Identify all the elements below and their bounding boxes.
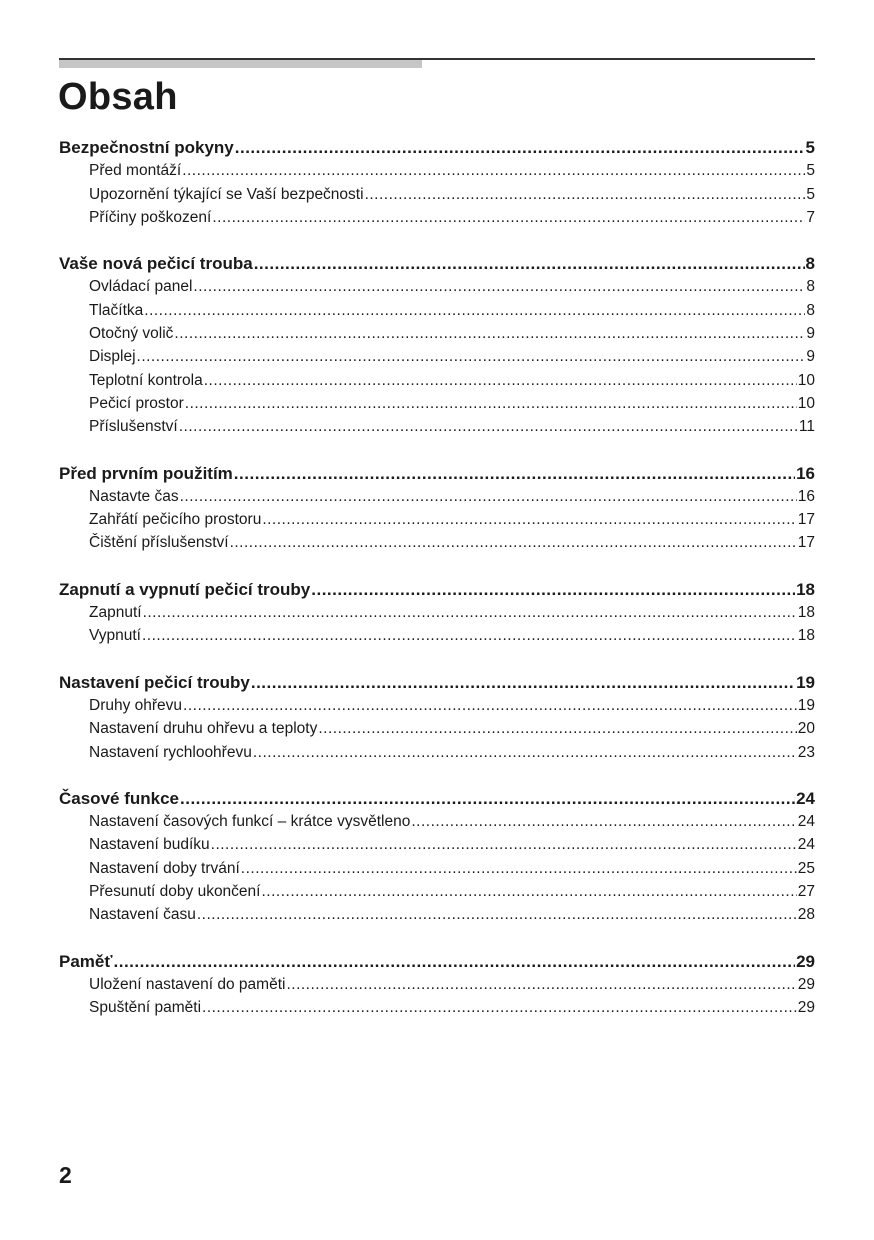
toc-subsection-entry[interactable] bbox=[59, 159, 815, 182]
dot-leader bbox=[261, 880, 796, 903]
toc-subsection-entry[interactable] bbox=[59, 508, 815, 531]
dot-leader bbox=[183, 694, 797, 717]
toc-subsection-entry[interactable] bbox=[59, 857, 815, 880]
dot-leader bbox=[114, 950, 796, 973]
toc-entry-title: Příslušenství bbox=[89, 418, 178, 436]
toc-subsection-entry[interactable] bbox=[59, 531, 815, 554]
toc-entry-title: Nastavte čas bbox=[89, 487, 179, 505]
dot-leader bbox=[262, 508, 796, 531]
toc-subsection-entry[interactable] bbox=[59, 369, 815, 392]
toc-entry-title: Nastavení budíku bbox=[89, 836, 210, 854]
toc-entry-title: Vaše nová pečicí trouba bbox=[59, 254, 253, 274]
dot-leader bbox=[230, 531, 797, 554]
dot-leader bbox=[318, 717, 796, 740]
toc-subsection-entry[interactable] bbox=[59, 996, 815, 1019]
dot-leader bbox=[180, 485, 797, 508]
toc-entry-title: Teplotní kontrola bbox=[89, 371, 203, 389]
toc-subsection-entry[interactable] bbox=[59, 624, 815, 647]
dot-leader bbox=[253, 741, 797, 764]
toc-subsection-entry[interactable] bbox=[59, 392, 815, 415]
dot-leader bbox=[180, 787, 795, 810]
toc-section bbox=[59, 950, 815, 1020]
toc-subsection-entry[interactable] bbox=[59, 880, 815, 903]
toc-entry-title: Pečicí prostor bbox=[89, 394, 184, 412]
toc-subsection-entry[interactable] bbox=[59, 741, 815, 764]
toc-entry-title: Nastavení pečicí trouby bbox=[59, 672, 250, 692]
toc-entry-title: Otočný volič bbox=[89, 325, 174, 343]
toc-subsection-entry[interactable] bbox=[59, 183, 815, 206]
dot-leader bbox=[197, 903, 797, 926]
toc-section bbox=[59, 671, 815, 764]
toc-entry-page: 10 bbox=[797, 394, 815, 412]
toc-entry-page: 5 bbox=[805, 138, 815, 157]
dot-leader bbox=[142, 624, 797, 647]
dot-leader bbox=[286, 973, 796, 996]
toc-subsection-entry[interactable] bbox=[59, 322, 815, 345]
toc-entry-page: 9 bbox=[806, 348, 815, 366]
toc-entry-page: 9 bbox=[806, 325, 815, 343]
toc-entry-title: Zapnutí a vypnutí pečicí trouby bbox=[59, 579, 311, 599]
dot-leader bbox=[202, 996, 797, 1019]
toc-entry-title: Nastavení časových funkcí – krátce vysvětleno bbox=[89, 813, 411, 831]
dot-leader bbox=[254, 252, 805, 275]
toc-entry-title: Vypnutí bbox=[89, 627, 141, 645]
toc-entry-title: Nastavení doby trvání bbox=[89, 859, 240, 877]
toc-entry-page: 19 bbox=[797, 696, 815, 714]
toc-entry-page: 16 bbox=[796, 463, 815, 483]
toc-subsection-entry[interactable] bbox=[59, 415, 815, 438]
toc-entry-page: 18 bbox=[797, 627, 815, 645]
toc-entry-title: Nastavení rychloohřevu bbox=[89, 743, 252, 761]
toc-entry-title: Časové funkce bbox=[59, 788, 179, 808]
dot-leader bbox=[411, 810, 796, 833]
toc-chapter-entry[interactable] bbox=[59, 671, 815, 694]
toc-entry-page: 17 bbox=[797, 534, 815, 552]
toc-entry-title: Bezpečnostní pokyny bbox=[59, 138, 234, 157]
toc-subsection-entry[interactable] bbox=[59, 275, 815, 298]
toc-entry-title: Přesunutí doby ukončení bbox=[89, 883, 261, 901]
toc-entry-page: 24 bbox=[797, 813, 815, 831]
toc-entry-page: 25 bbox=[797, 859, 815, 877]
dot-leader bbox=[234, 462, 795, 485]
page-number: 2 bbox=[59, 1162, 72, 1188]
toc-subsection-entry[interactable] bbox=[59, 973, 815, 996]
dot-leader bbox=[211, 833, 797, 856]
toc-entry-title: Před prvním použitím bbox=[59, 463, 233, 483]
toc-entry-page: 8 bbox=[805, 254, 815, 274]
toc-subsection-entry[interactable] bbox=[59, 206, 815, 229]
toc-subsection-entry[interactable] bbox=[59, 717, 815, 740]
toc-entry-page: 20 bbox=[797, 720, 815, 738]
toc-section bbox=[59, 252, 815, 438]
toc-entry-title: Příčiny poškození bbox=[89, 208, 212, 226]
toc-subsection-entry[interactable] bbox=[59, 694, 815, 717]
toc-section bbox=[59, 578, 815, 648]
toc-entry-title: Tlačítka bbox=[89, 301, 144, 319]
dot-leader bbox=[235, 136, 805, 159]
toc-entry-title: Displej bbox=[89, 348, 136, 366]
toc-entry-page: 18 bbox=[796, 579, 815, 599]
header-rule-bar bbox=[59, 60, 422, 68]
dot-leader bbox=[144, 299, 805, 322]
toc-entry-page: 27 bbox=[797, 883, 815, 901]
toc-entry-page: 10 bbox=[797, 371, 815, 389]
toc-entry-title: Nastavení času bbox=[89, 906, 196, 924]
toc-entry-page: 8 bbox=[806, 301, 815, 319]
dot-leader bbox=[174, 322, 805, 345]
toc-entry-page: 29 bbox=[797, 999, 815, 1017]
dot-leader bbox=[182, 159, 805, 182]
toc-entry-title: Zahřátí pečicího prostoru bbox=[89, 511, 262, 529]
dot-leader bbox=[251, 671, 795, 694]
dot-leader bbox=[212, 206, 805, 229]
toc-entry-page: 28 bbox=[797, 906, 815, 924]
toc-entry-title: Uložení nastavení do paměti bbox=[89, 975, 286, 993]
toc-entry-title: Paměť bbox=[59, 951, 113, 971]
toc-chapter-entry[interactable] bbox=[59, 252, 815, 275]
toc-subsection-entry[interactable] bbox=[59, 833, 815, 856]
toc-section bbox=[59, 462, 815, 555]
toc-entry-title: Čištění příslušenství bbox=[89, 534, 229, 552]
toc-subsection-entry[interactable] bbox=[59, 299, 815, 322]
toc-entry-page: 18 bbox=[797, 604, 815, 622]
table-of-contents bbox=[59, 136, 815, 1043]
toc-entry-page: 16 bbox=[797, 487, 815, 505]
toc-chapter-entry[interactable] bbox=[59, 462, 815, 485]
toc-entry-title: Nastavení druhu ohřevu a teploty bbox=[89, 720, 318, 738]
dot-leader bbox=[311, 578, 795, 601]
toc-entry-page: 7 bbox=[806, 208, 815, 226]
dot-leader bbox=[204, 369, 797, 392]
toc-chapter-entry[interactable] bbox=[59, 578, 815, 601]
toc-entry-title: Upozornění týkající se Vaší bezpečnosti bbox=[89, 185, 364, 203]
toc-entry-title: Spuštění paměti bbox=[89, 999, 202, 1017]
dot-leader bbox=[143, 601, 797, 624]
toc-entry-page: 24 bbox=[796, 788, 815, 808]
dot-leader bbox=[185, 392, 797, 415]
toc-entry-page: 5 bbox=[806, 185, 815, 203]
toc-entry-title: Ovládací panel bbox=[89, 278, 193, 296]
toc-section bbox=[59, 136, 815, 229]
dot-leader bbox=[193, 275, 805, 298]
toc-entry-page: 24 bbox=[797, 836, 815, 854]
dot-leader bbox=[179, 415, 798, 438]
toc-entry-page: 11 bbox=[798, 418, 815, 436]
dot-leader bbox=[365, 183, 806, 206]
toc-subsection-entry[interactable] bbox=[59, 810, 815, 833]
toc-entry-page: 19 bbox=[796, 672, 815, 692]
toc-subsection-entry[interactable] bbox=[59, 601, 815, 624]
toc-entry-title: Před montáží bbox=[89, 162, 182, 180]
toc-entry-page: 29 bbox=[796, 951, 815, 971]
toc-chapter-entry[interactable] bbox=[59, 950, 815, 973]
toc-entry-page: 5 bbox=[806, 162, 815, 180]
toc-chapter-entry[interactable] bbox=[59, 136, 815, 159]
toc-entry-page: 23 bbox=[797, 743, 815, 761]
toc-subsection-entry[interactable] bbox=[59, 345, 815, 368]
page-title: Obsah bbox=[58, 76, 178, 118]
toc-entry-page: 8 bbox=[806, 278, 815, 296]
toc-entry-page: 17 bbox=[797, 511, 815, 529]
toc-entry-page: 29 bbox=[797, 975, 815, 993]
toc-section bbox=[59, 787, 815, 927]
toc-subsection-entry[interactable] bbox=[59, 485, 815, 508]
toc-chapter-entry[interactable] bbox=[59, 787, 815, 810]
toc-subsection-entry[interactable] bbox=[59, 903, 815, 926]
dot-leader bbox=[241, 857, 797, 880]
toc-entry-title: Zapnutí bbox=[89, 604, 142, 622]
dot-leader bbox=[137, 345, 806, 368]
toc-entry-title: Druhy ohřevu bbox=[89, 696, 183, 714]
